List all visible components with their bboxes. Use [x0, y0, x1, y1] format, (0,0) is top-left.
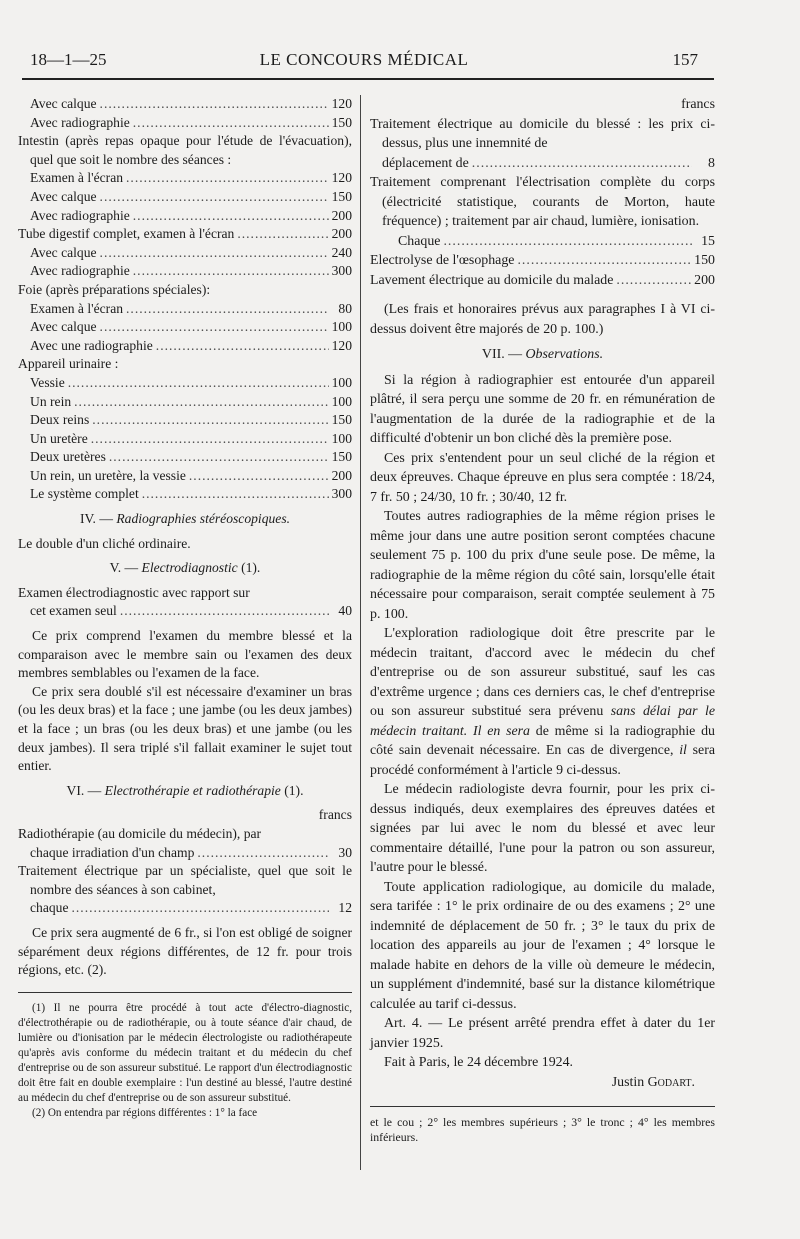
- footnote-rule: [370, 1106, 715, 1107]
- paragraph: Ce prix sera augmenté de 6 fr., si l'on est obligé de soigner séparément deux régions différentes, de 12 fr. pour trois régions, etc. (2).: [18, 924, 352, 978]
- section-vii-heading: VII. — Observations.: [481, 347, 604, 362]
- tariff-row: Avec calque ..... 150: [18, 188, 352, 207]
- tariff-row: Avec radiographie ..... 150: [18, 114, 352, 133]
- tariff-row: Avec radiographie ..... 300: [18, 262, 352, 281]
- section-v-heading: V. — Electrodiagnostic (1).: [109, 560, 261, 576]
- radiotherapie-item: Radiothérapie (au domicile du médecin), par chaque irradiation d'un champ ..... 30: [18, 825, 352, 862]
- foie-heading: Foie (après préparations spéciales):: [18, 281, 211, 297]
- tariff-row: Deux reins ..... 150: [18, 411, 352, 430]
- journal-title: LE CONCOURS MÉDICAL: [259, 50, 469, 69]
- article-4: Art. 4. — Le présent arrêté prendra effet à dater du 1er janvier 1925.: [370, 1016, 715, 1051]
- left-column: [18, 95, 352, 1121]
- right-column: [370, 95, 715, 1145]
- tariff-row: Avec radiographie ..... 200: [18, 207, 352, 226]
- dateline: Fait à Paris, le 24 décembre 1924.: [384, 1055, 574, 1070]
- tariff-row: Examen à l'écran ..... 80: [18, 300, 352, 319]
- urinaire-heading: Appareil urinaire :: [18, 356, 119, 372]
- tariff-item: Traitement comprenant l'électrisation complète du corps (électricité statistique, courants de Morton, haute fréquence) ; traitement par air chaud, lumière, ionisation. Chaque ..... 15: [370, 173, 715, 251]
- tariff-row: Avec calque ..... 100: [18, 318, 352, 337]
- footnote-1: (1) Il ne pourra être procédé à tout acte d'électro-diagnostic, d'électrothérapie ou de radiothérapie, ou à toute séance d'air chaud, de lumière ou d'ionisation par le médecin électrologiste ou radiothérapeute qu'après avis conforme du médecin traitant et du médecin du chef d'entreprise ou de son assureur substitué. Le rapport d'un électrodiagnostic doit être fait en double exemplaire : l'un destiné au blessé, l'autre destiné au médecin du chef d'entreprise ou de son assureur substitué.: [18, 1001, 352, 1104]
- paragraph: Toutes autres radiographies de la même région prises le même jour dans une autre position seront comptées chacune seulement 75 p. 100 du prix d'une seule pose. De même, la radiographie de la même région du côté sain, lorsqu'elle était nécessaire pour comparaison, serait comptée seulement à 75 p. 100.: [370, 509, 715, 622]
- paragraph: Ce prix sera doublé s'il est nécessaire d'examiner un bras (ou les deux bras) et la face ; une jambe (ou les deux jambes) et la face ; un bras (ou les deux bras) et une jambe (ou les deux jambes). Il sera triplé s'il fallait examiner le sujet tout entier.: [18, 683, 352, 774]
- tariff-item: Traitement électrique au domicile du blessé : les prix ci-dessus, plus une innemnité de déplacement de ..... 8: [370, 115, 715, 174]
- tariff-row: Deux uretères ..... 150: [18, 448, 352, 467]
- page-number: 157: [672, 50, 698, 69]
- intestin-heading: Intestin (après repas opaque pour l'étude de l'évacuation), quel que soit le nombre des séances :: [18, 133, 352, 167]
- paragraph: Ces prix s'entendent pour un seul cliché de la région et deux épreuves. Chaque épreuve en plus sera comptée : 18/24, 7 fr. 50 ; 24/30, 10 fr. ; 30/40, 12 fr.: [370, 450, 715, 505]
- footnote-2: (2) On entendra par régions différentes : 1° la face: [32, 1106, 258, 1119]
- currency-label: francs: [681, 97, 715, 112]
- paragraph: L'exploration radiologique doit être prescrite par le médecin traitant, d'accord avec le médecin du chef d'entreprise ou de son assureur substitué, sauf les cas d'extrême urgence ; dans ces derniers cas, le chef d'entreprise ou son assureur substitué sera prévenu sans délai par le médecin traitant. Il en sera de même si la radiographie du côté sain devenait nécessaire. En cas de divergence, il sera procédé conformément à l'article 9 ci-dessus.: [370, 626, 715, 778]
- header-rule: [22, 78, 714, 80]
- paragraph: Toute application radiologique, au domicile du malade, sera tarifée : 1° le prix ordinaire de ou des examens ; 2° une indemnité de déplacement de 50 fr. ; 3° le taux du prix de location des appareils au jour de l'examen ; 4° lorsque le malade habite en dehors de la ville où demeure le médecin, un supplément d'indemnité, basé sur la distance kilométrique calculée au tarif ci-dessus.: [370, 879, 715, 1012]
- majoration-note: (Les frais et honoraires prévus aux paragraphes I à VI ci-dessus doivent être majorés de 20 p. 100.): [370, 302, 715, 337]
- tariff-row: Vessie ..... 100: [18, 374, 352, 393]
- tariff-row: Avec une radiographie ..... 120: [18, 337, 352, 356]
- paragraph: Si la région à radiographier est entourée d'un appareil plâtré, il sera perçu une somme de 20 fr. en rémunération de l'augmentation de la durée de la radiographie et de la difficulté d'obtenir un bon cliché dès la première pose.: [370, 372, 715, 446]
- paragraph: Le médecin radiologiste devra fournir, pour les prix ci-dessus indiqués, deux exemplaires des épreuves datées et signées par lui avec le nom du blessé et avec leur commentaire détaillé, l'une pour la patron ou son assureur, l'autre pour le blessé.: [370, 782, 715, 875]
- tariff-row: Electrolyse de l'œsophage ..... 150: [370, 251, 715, 271]
- section-iv-heading: IV. — Radiographies stéréoscopiques.: [79, 511, 291, 527]
- issue-date: 18—1—25: [30, 50, 107, 69]
- column-divider: [360, 95, 361, 1170]
- tariff-row: Un rein, un uretère, la vessie ..... 200: [18, 467, 352, 486]
- tariff-row: Avec calque ..... 120: [18, 95, 352, 114]
- tariff-row: Le système complet ..... 300: [18, 485, 352, 504]
- tariff-row: Tube digestif complet, examen à l'écran ..... 200: [18, 225, 352, 244]
- traitement-item: Traitement électrique par un spécialiste, quel que soit le nombre des séances à son cabinet, chaque ..... 12: [18, 862, 352, 918]
- tariff-row: Un uretère ..... 100: [18, 430, 352, 449]
- section-vi-heading: VI. — Electrothérapie et radiothérapie (1).: [66, 782, 304, 798]
- tariff-row: Examen à l'écran ..... 120: [18, 169, 352, 188]
- tariff-row: Un rein ..... 100: [18, 393, 352, 412]
- tariff-row: Lavement électrique au domicile du malade ..... 200: [370, 271, 715, 291]
- currency-label: francs: [318, 807, 352, 823]
- footnote-rule: [18, 992, 352, 993]
- page-header: [30, 50, 698, 72]
- electrodiagnostic-item: Examen électrodiagnostic avec rapport sur cet examen seul ..... 40: [18, 584, 352, 621]
- footnote-continuation: et le cou ; 2° les membres supérieurs ; 3° le tronc ; 4° les membres inférieurs.: [370, 1115, 715, 1144]
- section-iv-text: Le double d'un cliché ordinaire.: [18, 535, 191, 551]
- signature: Justin Godart.: [611, 1074, 695, 1090]
- paragraph: Ce prix comprend l'examen du membre blessé et la comparaison avec le membre sain ou l'examen des deux membres semblables ou l'examen de la face.: [18, 628, 352, 681]
- tariff-row: Avec calque ..... 240: [18, 244, 352, 263]
